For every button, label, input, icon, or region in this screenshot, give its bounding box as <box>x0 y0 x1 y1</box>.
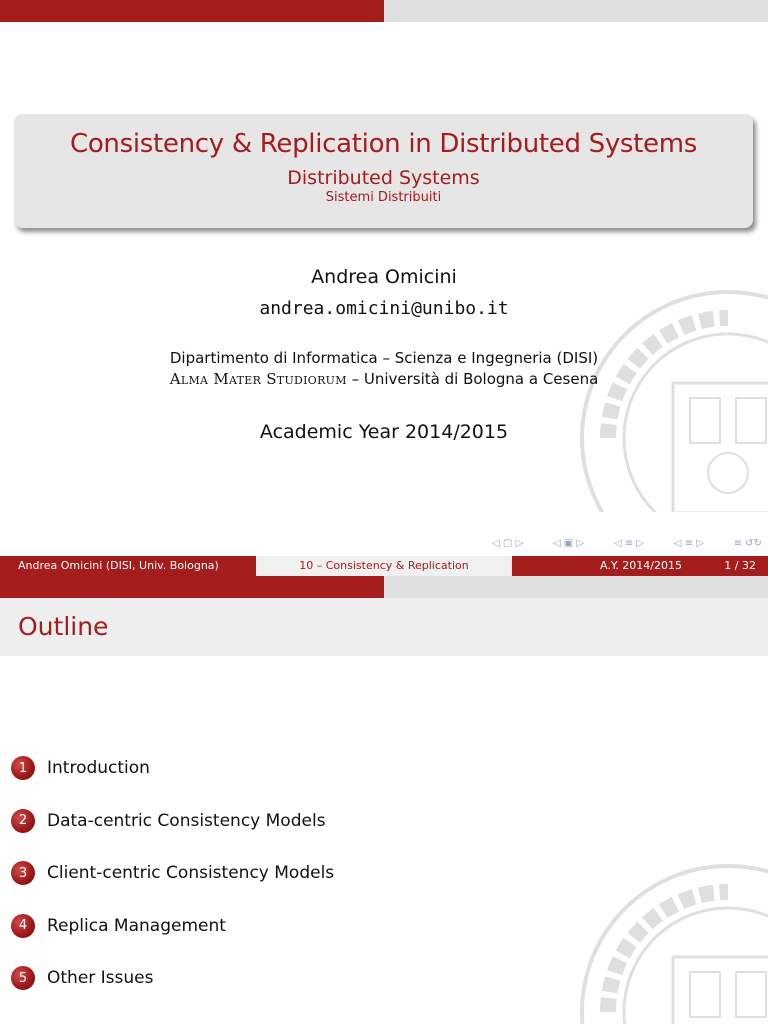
top-bar-red <box>0 576 384 598</box>
presentation-subtitle: Distributed Systems <box>287 167 480 189</box>
outline-item[interactable] <box>11 952 334 1005</box>
footer-page-number: 1 / 32 <box>724 559 756 572</box>
nav-prev-icon[interactable]: ◁ ▢ ▷ <box>492 538 524 549</box>
author-name: Andrea Omicini <box>311 266 457 288</box>
department: Dipartimento di Informatica – Scienza e Ingegneria (DISI) <box>169 349 599 367</box>
outline-item[interactable] <box>11 795 334 848</box>
seal-watermark-icon <box>578 288 768 512</box>
top-bar <box>0 0 768 22</box>
presentation-title: Consistency & Replication in Distributed Systems <box>69 129 698 159</box>
navigation-symbols-icon[interactable] <box>492 538 762 552</box>
nav-subsection-icon[interactable]: ◁ ≡ ▷ <box>673 538 704 549</box>
course-name: Sistemi Distribuiti <box>325 190 442 205</box>
outline-number-ball: 3 <box>11 861 35 885</box>
nav-frame-icon[interactable]: ◁ ▣ ▷ <box>552 538 585 549</box>
top-bar <box>0 576 768 598</box>
outline-list <box>11 742 334 1005</box>
footer-author: Andrea Omicini (DISI, Univ. Bologna) <box>0 556 256 576</box>
author-email: andrea.omicini@unibo.it <box>259 298 509 319</box>
slide-footer <box>0 556 768 576</box>
outline-item[interactable] <box>11 742 334 795</box>
nav-search-icon[interactable]: ≡ ↺↻ <box>733 538 762 549</box>
university-rest: – Università di Bologna a Cesena <box>346 370 599 388</box>
outline-number-ball: 5 <box>11 966 35 990</box>
outline-slide <box>0 576 768 1024</box>
frame-title-bar <box>0 598 768 656</box>
title-box <box>14 114 753 228</box>
outline-item[interactable] <box>11 900 334 953</box>
footer-lecture: 10 – Consistency & Replication <box>256 556 512 576</box>
outline-item-label: Client-centric Consistency Models <box>47 863 335 884</box>
academic-year: Academic Year 2014/2015 <box>259 421 509 443</box>
outline-item-label: Replica Management <box>47 915 226 936</box>
frame-title: Outline <box>18 612 109 641</box>
top-bar-gray <box>384 0 768 22</box>
university-smallcaps: Alma Mater Studiorum <box>169 370 347 388</box>
outline-item-label: Data-centric Consistency Models <box>47 810 326 831</box>
nav-section-icon[interactable]: ◁ ≡ ▷ <box>613 538 644 549</box>
outline-number-ball: 1 <box>11 756 35 780</box>
footer-right <box>512 556 768 576</box>
outline-item[interactable] <box>11 847 334 900</box>
outline-item-label: Other Issues <box>47 968 154 989</box>
top-bar-gray <box>384 576 768 598</box>
university <box>0 370 768 388</box>
top-bar-red <box>0 0 384 22</box>
outline-number-ball: 2 <box>11 809 35 833</box>
outline-item-label: Introduction <box>47 758 150 779</box>
seal-watermark-icon <box>578 862 768 1024</box>
outline-number-ball: 4 <box>11 914 35 938</box>
footer-year: A.Y. 2014/2015 <box>600 559 683 572</box>
